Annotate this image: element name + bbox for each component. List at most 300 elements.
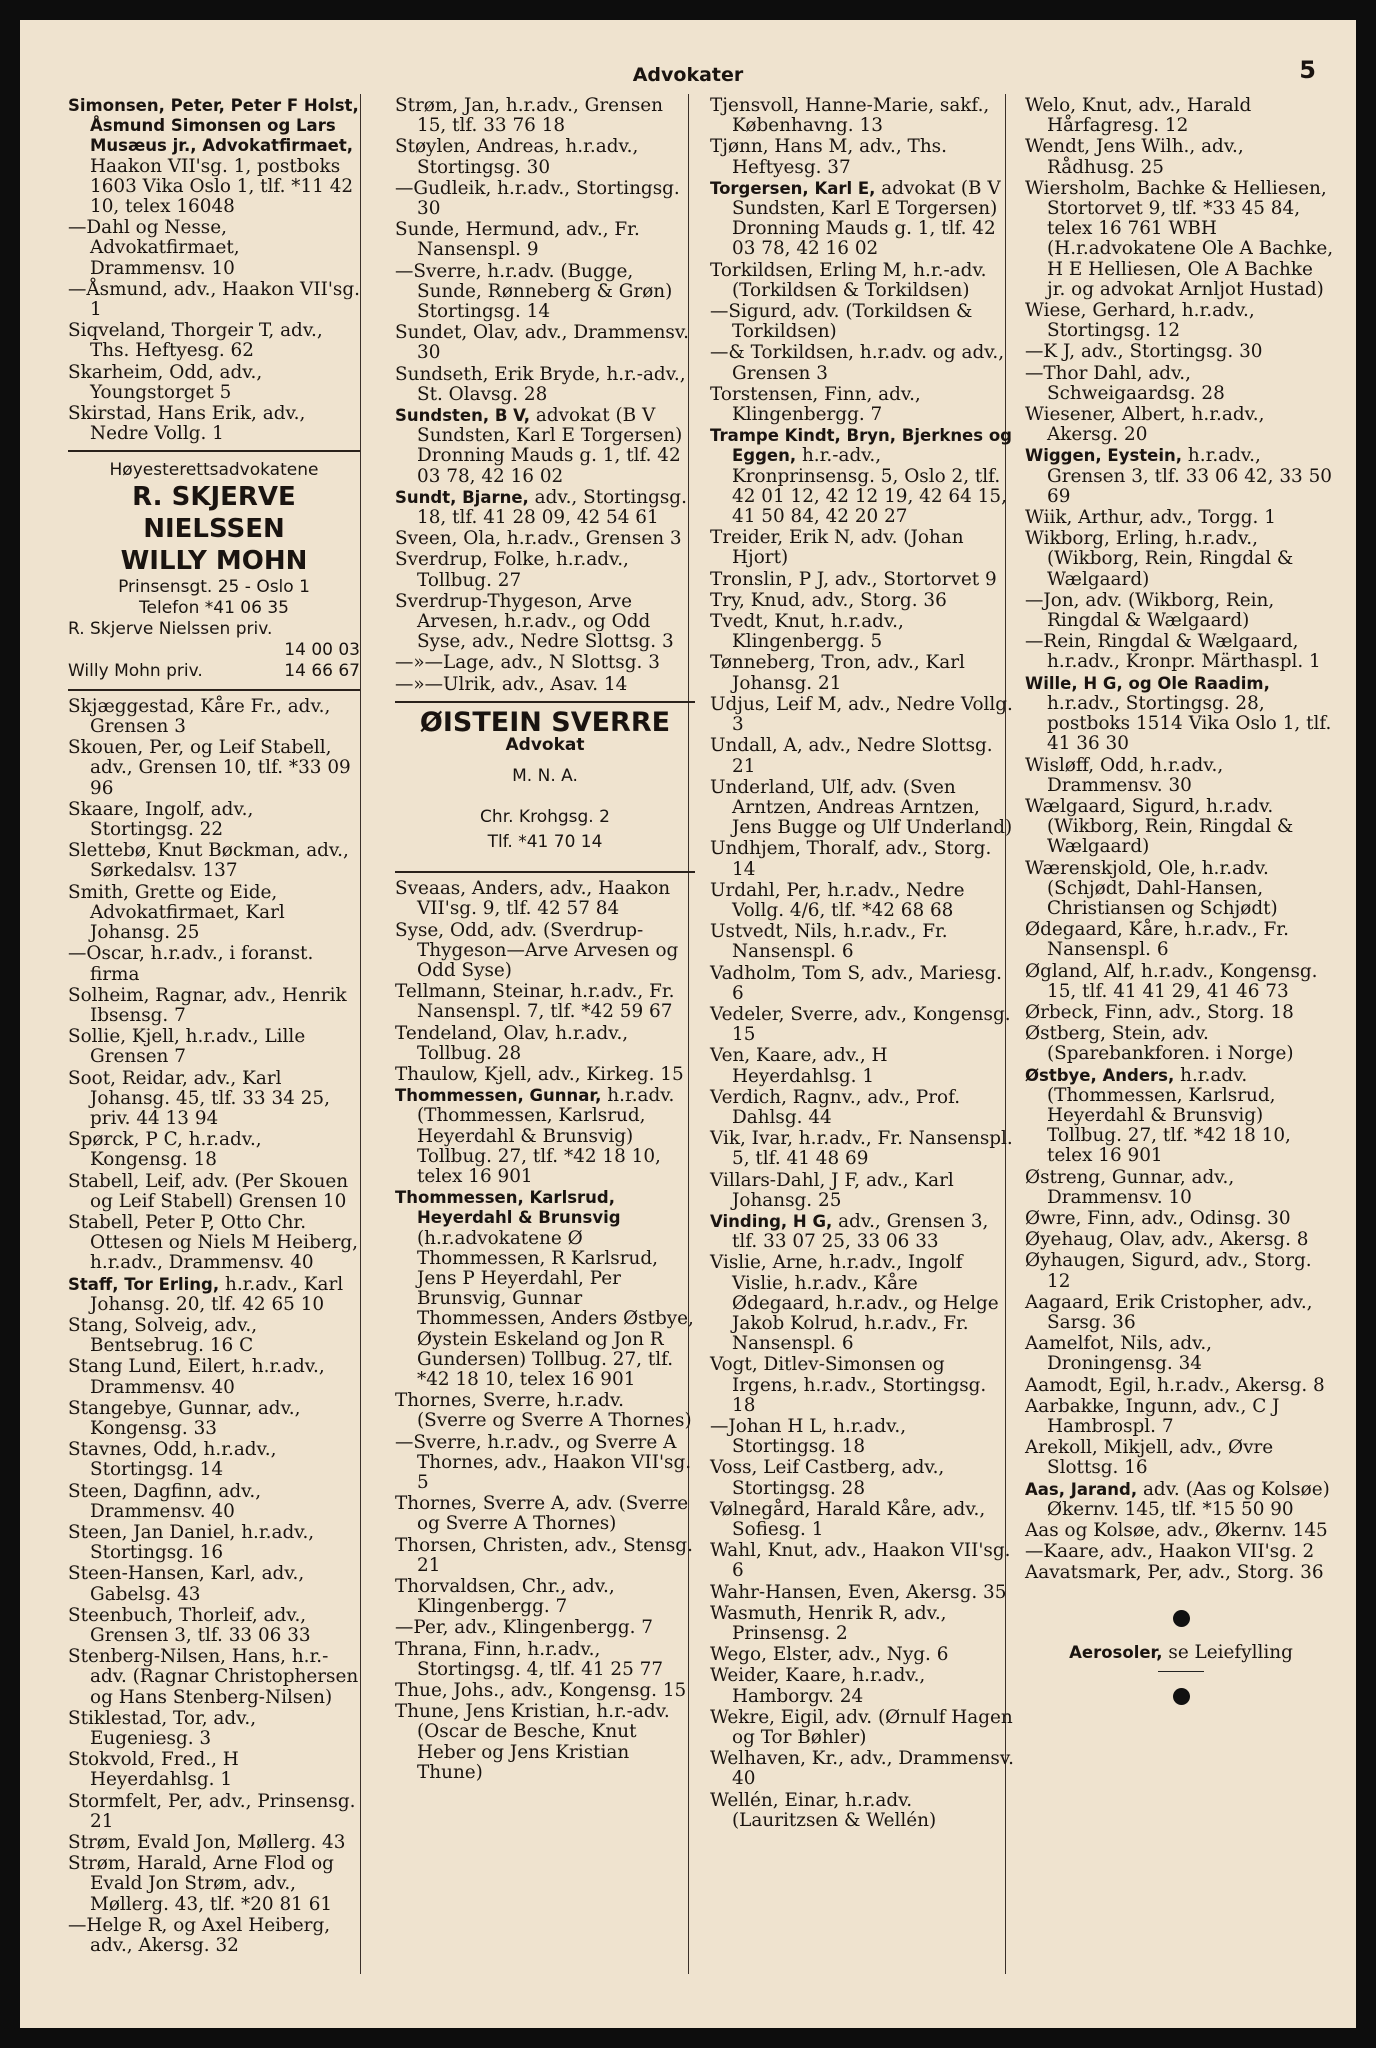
entry-text: —Oscar, h.r.adv., i foranst. firma	[68, 943, 314, 985]
ad-priv-label-2: Willy Mohn priv.	[68, 660, 203, 681]
entry-text: Wahr-Hansen, Even, Akersg. 35	[710, 1581, 1007, 1603]
footer-entry-text: se Leiefylling	[1162, 1641, 1293, 1663]
directory-entry	[1025, 920, 1337, 960]
directory-entry	[710, 881, 1015, 921]
directory-entry	[395, 592, 695, 653]
directory-entry	[710, 1749, 1015, 1789]
entry-text: Thornes, Sverre, h.r.adv. (Sverre og Sverre A Thornes)	[395, 1390, 692, 1432]
ad-priv-label-1: R. Skjerve Nielssen priv.	[68, 618, 273, 639]
entry-text: Sveaas, Anders, adv., Haakon VII'sg. 9, tlf. 42 57 84	[395, 878, 671, 920]
directory-entry	[1025, 1251, 1337, 1291]
ad-address: Chr. Krohgsg. 2	[480, 807, 610, 828]
directory-entry	[710, 1791, 1015, 1831]
directory-entry	[1025, 1066, 1337, 1167]
directory-entry	[68, 1523, 360, 1563]
entry-text: Sundseth, Erik Bryde, h.r.-adv., St. Olavsg. 28	[395, 363, 686, 405]
ad-role: Advokat	[505, 735, 585, 756]
directory-entry	[68, 404, 360, 444]
directory-entry	[68, 883, 360, 944]
entry-text: Wekre, Eigil, adv. (Ørnulf Hagen og Tor Bøhler)	[710, 1706, 1013, 1749]
entry-text: Wiese, Gerhard, h.r.adv., Stortingsg. 12	[1025, 300, 1255, 342]
ad-priv-number-2: 14 66 67	[284, 660, 360, 681]
entry-text: Wiersholm, Bachke & Helliesen, Stortorvet 9, tlf. *33 45 84, telex 16 761 WBH (H.r.advokatene Ole A Bachke, H E Helliesen, Ole A Bachke jr. og advokat Arnljot Hustad)	[1025, 177, 1334, 300]
column-4	[1025, 96, 1337, 1721]
entry-text: Thune, Jens Kristian, h.r.-adv. (Oscar de Besche, Knut Heber og Jens Kristian Thune)	[395, 1701, 670, 1783]
entry-text: Smith, Grette og Eide, Advokatfirmaet, Karl Johansg. 25	[68, 881, 285, 944]
directory-entry	[68, 1709, 360, 1749]
divider	[1158, 1671, 1204, 1672]
column-3	[710, 96, 1015, 1832]
entry-text: Thrana, Finn, h.r.adv., Stortingsg. 4, tlf. 41 25 77	[395, 1638, 664, 1680]
directory-entry	[68, 738, 360, 799]
directory-entry	[68, 1854, 360, 1915]
entry-name-bold: Vinding, H G,	[710, 1211, 833, 1231]
directory-entry	[395, 653, 695, 673]
directory-entry	[710, 570, 1015, 590]
entry-text: Øwre, Finn, adv., Odinsg. 30	[1025, 1207, 1291, 1229]
entry-text: Sveen, Ola, h.r.adv., Grensen 3	[395, 528, 682, 550]
entry-name-bold: Torgersen, Karl E,	[710, 178, 876, 198]
directory-entry	[710, 179, 1015, 260]
entry-text: —Kaare, adv., Haakon VII'sg. 2	[1025, 1541, 1315, 1563]
entry-text: Aamelfot, Nils, adv., Droningensg. 34	[1025, 1333, 1213, 1375]
footer-entry	[1025, 1643, 1337, 1663]
directory-entry	[1025, 591, 1337, 631]
directory-entry	[1025, 1209, 1337, 1229]
entry-text: Solheim, Ragnar, adv., Henrik Ibsensg. 7	[68, 984, 347, 1026]
directory-entry	[395, 365, 695, 405]
entry-text: Thorvaldsen, Chr., adv., Klingenbergg. 7	[395, 1576, 615, 1618]
entry-text: Ørbeck, Finn, adv., Storg. 18	[1025, 1001, 1294, 1023]
entry-text: Underland, Ulf, adv. (Sven Arntzen, Andreas Arntzen, Jens Bugge og Ulf Underland)	[710, 776, 1013, 839]
entry-text: —Åsmund, adv., Haakon VII'sg. 1	[68, 278, 360, 321]
directory-entry	[710, 1666, 1015, 1706]
entry-text: —& Torkildsen, h.r.adv. og adv., Grensen 3	[710, 342, 1005, 384]
directory-entry	[710, 736, 1015, 776]
entry-text: adv., Grensen 3, tlf. 33 07 25, 33 06 33	[732, 1210, 989, 1253]
directory-entry	[1025, 1024, 1337, 1064]
entry-text: Øyehaug, Olav, adv., Akersg. 8	[1025, 1229, 1309, 1251]
entry-text: h.r.adv., Stortingsg. 28, postboks 1514 Vika Oslo 1, tlf. 41 36 30	[1047, 692, 1332, 755]
entry-text: Tendeland, Olav, h.r.adv., Tollbug. 28	[395, 1022, 629, 1064]
directory-entry	[395, 529, 695, 549]
directory-entry	[710, 1458, 1015, 1498]
entry-text: Stokvold, Fred., H Heyerdahlsg. 1	[68, 1749, 239, 1791]
entry-text: Aarbakke, Ingunn, adv., C J Hambrospl. 7	[1025, 1395, 1280, 1437]
entry-text: Tjensvoll, Hanne-Marie, sakf., Københavng. 13	[710, 95, 990, 137]
column-divider	[360, 94, 361, 1974]
entry-text: Thornes, Sverre A, adv. (Sverre og Sverre A Thornes)	[395, 1493, 689, 1535]
footer-entry-name: Aerosoler,	[1069, 1642, 1163, 1662]
entry-text: adv. (Aas og Kolsøe) Økernv. 145, tlf. *15 50 90	[1047, 1478, 1330, 1520]
entry-text: (h.r.advokatene Ø Thommessen, R Karlsrud, Jens P Heyerdahl, Per Brunsvig, Gunnar Thommessen, Anders Østbye, Øystein Eskeland og Jon R Gundersen) Tollbug. 27, tlf. *42 18 10, telex 16 901	[417, 1227, 694, 1390]
entry-text: —Rein, Ringdal & Wælgaard, h.r.adv., Kronpr. Märthaspl. 1	[1025, 631, 1321, 673]
entry-text: Stang Lund, Eilert, h.r.adv., Drammensv. 40	[68, 1356, 325, 1398]
entry-text: Skouen, Per, og Leif Stabell, adv., Grensen 10, tlf. *33 09 96	[68, 737, 351, 799]
entry-text: Syse, Odd, adv. (Sverdrup-Thygeson—Arve Arvesen og Odd Syse)	[395, 919, 679, 981]
directory-entry	[68, 697, 360, 737]
directory-entry	[68, 1213, 360, 1274]
directory-entry	[395, 1577, 695, 1617]
directory-entry	[710, 964, 1015, 1004]
directory-entry	[1025, 405, 1337, 445]
directory-entry	[1025, 1397, 1337, 1437]
entry-text: —Helge R, og Axel Heiberg, adv., Akersg. 32	[68, 1914, 331, 1957]
directory-entry	[1025, 364, 1337, 404]
entry-text: —»—Ulrik, adv., Asav. 14	[395, 673, 628, 695]
ad-priv-number-1: 14 00 03	[284, 639, 360, 660]
directory-entry	[710, 1088, 1015, 1128]
entry-text: adv., Stortingsg. 18, tlf. 41 28 09, 42 54 61	[417, 486, 687, 529]
directory-entry	[1025, 1563, 1337, 1583]
entry-text: Skarheim, Odd, adv., Youngstorget 5	[68, 361, 263, 403]
directory-entry	[395, 1640, 695, 1680]
entry-name-bold: Simonsen, Peter, Peter F Holst, Åsmund Simonsen og Lars Musæus jr., Advokatfirmaet,	[68, 96, 359, 156]
entry-text: Aamodt, Egil, h.r.adv., Akersg. 8	[1025, 1374, 1325, 1396]
entry-text: Haakon VII'sg. 1, postboks 1603 Vika Oslo 1, tlf. *11 42 10, telex 16048	[90, 155, 354, 218]
directory-entry	[1025, 137, 1337, 177]
directory-entry	[710, 778, 1015, 839]
directory-entry	[68, 1564, 360, 1604]
directory-entry	[710, 1541, 1015, 1581]
directory-entry	[68, 1357, 360, 1397]
directory-entry	[68, 1482, 360, 1522]
entry-text: Undhjem, Thoralf, adv., Storg. 14	[710, 838, 992, 880]
bullet-dot-icon	[1173, 1610, 1190, 1627]
entry-text: Wælgaard, Sigurd, h.r.adv. (Wikborg, Rein, Ringdal & Wælgaard)	[1025, 795, 1294, 858]
directory-entry	[710, 591, 1015, 611]
directory-entry	[395, 1086, 695, 1187]
directory-entry	[395, 1065, 695, 1085]
entry-text: Tvedt, Knut, h.r.adv., Klingenbergg. 5	[710, 611, 904, 653]
directory-entry	[395, 262, 695, 323]
entry-text: Stenberg-Nilsen, Hans, h.r.-adv. (Ragnar Christophersen og Hans Stenberg-Nilsen)	[68, 1646, 359, 1708]
directory-entry	[710, 1129, 1015, 1169]
entry-text: Østberg, Stein, adv. (Sparebankforen. i Norge)	[1025, 1023, 1294, 1065]
entry-name-bold: Thommessen, Gunnar,	[395, 1086, 602, 1106]
entry-text: Wendt, Jens Wilh., adv., Rådhusg. 25	[1025, 136, 1244, 178]
entry-text: Undall, A, adv., Nedre Slottsg. 21	[710, 735, 993, 777]
directory-entry	[710, 1604, 1015, 1644]
entry-text: Wiik, Arthur, adv., Torgg. 1	[1025, 507, 1276, 529]
entry-text: Stabell, Peter P, Otto Chr. Ottesen og Niels M Heiberg, h.r.adv., Drammensv. 40	[68, 1211, 359, 1274]
directory-entry	[1025, 1003, 1337, 1023]
entry-text: Wisløff, Odd, h.r.adv., Drammensv. 30	[1025, 754, 1224, 796]
entry-text: Welhaven, Kr., adv., Drammensv. 40	[710, 1748, 1014, 1790]
entry-text: Vogt, Ditlev-Simonsen og Irgens, h.r.adv., Stortingsg. 18	[710, 1354, 987, 1416]
directory-entry	[395, 96, 695, 136]
entry-text: Skirstad, Hans Erik, adv., Nedre Vollg. 1	[68, 403, 306, 445]
entry-text: Sunde, Hermund, adv., Fr. Nansenspl. 9	[395, 219, 640, 261]
entry-text: Steen, Jan Daniel, h.r.adv., Stortingsg. 16	[68, 1521, 315, 1564]
directory-entry	[710, 1005, 1015, 1045]
directory-entry	[395, 1702, 695, 1783]
directory-entry	[395, 921, 695, 982]
directory-entry	[395, 1494, 695, 1534]
entry-text: Ven, Kaare, adv., H Heyerdahlsg. 1	[710, 1045, 888, 1087]
directory-entry	[68, 1750, 360, 1790]
directory-entry	[1025, 1521, 1337, 1541]
directory-entry	[710, 1583, 1015, 1603]
entry-text: Vedeler, Sverre, adv., Kongensg. 15	[710, 1003, 1011, 1046]
directory-entry	[710, 1046, 1015, 1086]
entry-text: Vik, Ivar, h.r.adv., Fr. Nansenspl. 5, tlf. 41 48 69	[710, 1128, 1013, 1170]
entry-text: Wiesener, Albert, h.r.adv., Akersg. 20	[1025, 404, 1265, 446]
directory-entry	[395, 1024, 695, 1064]
entry-name-bold: Thommessen, Karlsrud, Heyerdahl & Brunsvig	[395, 1188, 621, 1228]
ad-oistein-sverre	[395, 706, 695, 855]
directory-entry	[1025, 1542, 1337, 1562]
entry-name-bold: Sundsten, B V,	[395, 406, 531, 426]
ad-phone: Tlf. *41 70 14	[487, 832, 603, 853]
entry-text: Stiklestad, Tor, adv., Eugeniesg. 3	[68, 1707, 257, 1750]
entry-text: —K J, adv., Stortingsg. 30	[1025, 341, 1263, 363]
directory-entry	[395, 1681, 695, 1701]
directory-entry	[710, 1171, 1015, 1211]
directory-entry	[68, 800, 360, 840]
entry-text: Wego, Elster, adv., Nyg. 6	[710, 1644, 949, 1666]
bullet-dot-icon	[1173, 1688, 1190, 1705]
ad-name-1: R. SKJERVE NIELSSEN	[132, 481, 296, 544]
entry-text: Wahl, Knut, adv., Haakon VII'sg. 6	[710, 1540, 1011, 1582]
divider	[395, 871, 695, 873]
directory-entry	[68, 1399, 360, 1439]
entry-text: Thue, Johs., adv., Kongensg. 15	[395, 1680, 687, 1702]
entry-text: Wikborg, Erling, h.r.adv., (Wikborg, Rein, Ringdal & Wælgaard)	[1025, 528, 1294, 590]
directory-entry	[395, 1391, 695, 1431]
directory-entry	[68, 1792, 360, 1832]
directory-entry	[68, 96, 360, 217]
entry-text: —Per, adv., Klingenbergg. 7	[395, 1617, 653, 1639]
entry-text: Stang, Solveig, adv., Bentsebrug. 16 C	[68, 1314, 258, 1357]
entry-text: Vølnegård, Harald Kåre, adv., Sofiesg. 1	[710, 1498, 986, 1541]
entry-text: Stangebye, Gunnar, adv., Kongensg. 33	[68, 1397, 301, 1439]
directory-entry	[395, 1188, 695, 1390]
directory-entry	[1025, 632, 1337, 672]
entry-text: advokat (B V Sundsten, Karl E Torgersen) Dronning Mauds g. 1, tlf. 42 03 78, 42 16 02	[417, 405, 683, 487]
directory-entry	[68, 1316, 360, 1356]
directory-entry	[68, 944, 360, 984]
entry-text: advokat (B V Sundsten, Karl E Torgersen) Dronning Mauds g. 1, tlf. 42 03 78, 42 16 02	[732, 177, 1001, 260]
entry-text: Sverdrup, Folke, h.r.adv., Tollbug. 27	[395, 549, 629, 591]
entry-text: Torstensen, Finn, adv., Klingenbergg. 7	[710, 383, 921, 426]
entry-text: h.r.adv., Karl Johansg. 20, tlf. 42 65 10	[90, 1273, 344, 1315]
entry-text: Wasmuth, Henrik R, adv., Prinsensg. 2	[710, 1602, 947, 1645]
ad-name: ØISTEIN SVERRE	[419, 706, 671, 738]
entry-text: Wellén, Einar, h.r.adv. (Lauritzsen & Wellén)	[710, 1789, 937, 1831]
entry-text: Støylen, Andreas, h.r.adv., Stortingsg. 30	[395, 136, 639, 178]
entry-text: Stavnes, Odd, h.r.adv., Stortingsg. 14	[68, 1439, 277, 1481]
entry-text: —Dahl og Nesse, Advokatfirmaet, Drammensv. 10	[68, 217, 240, 279]
directory-entry	[395, 179, 695, 219]
directory-entry	[395, 406, 695, 487]
directory-entry	[710, 839, 1015, 879]
entry-text: Sundet, Olav, adv., Drammensv. 30	[395, 322, 689, 364]
directory-entry	[710, 1708, 1015, 1748]
directory-entry	[1025, 1334, 1337, 1374]
directory-entry	[1025, 529, 1337, 590]
entry-name-bold: Aas, Jarand,	[1025, 1479, 1138, 1499]
directory-entry	[395, 982, 695, 1022]
directory-entry	[710, 695, 1015, 735]
entry-text: Villars-Dahl, J F, adv., Karl Johansg. 25	[710, 1169, 954, 1211]
entry-text: Vadholm, Tom S, adv., Mariesg. 6	[710, 962, 1002, 1004]
directory-entry	[1025, 1438, 1337, 1478]
entry-text: Voss, Leif Castberg, adv., Stortingsg. 28	[710, 1457, 945, 1499]
entry-text: Stabell, Leif, adv. (Per Skouen og Leif Stabell) Grensen 10	[68, 1170, 349, 1212]
column-2	[395, 96, 695, 1784]
directory-entry	[710, 137, 1015, 177]
directory-entry	[1025, 962, 1337, 1002]
directory-entry	[68, 1833, 360, 1853]
directory-entry	[68, 363, 360, 403]
directory-entry	[1025, 859, 1337, 920]
entry-text: —Jon, adv. (Wikborg, Rein, Ringdal & Wælgaard)	[1025, 589, 1275, 632]
directory-entry	[68, 1440, 360, 1480]
entry-text: Verdich, Ragnv., adv., Prof. Dahlsg. 44	[710, 1086, 961, 1128]
entry-text: Arekoll, Mikjell, adv., Øvre Slottsg. 16	[1025, 1437, 1274, 1479]
entry-text: Skaare, Ingolf, adv., Stortingsg. 22	[68, 798, 254, 841]
directory-entry	[395, 1618, 695, 1638]
ad-priv-row-2	[68, 661, 360, 681]
directory-entry	[1025, 342, 1337, 362]
entry-name-bold: Østbye, Anders,	[1025, 1065, 1175, 1085]
directory-entry	[1025, 1376, 1337, 1396]
entry-text: Øyhaugen, Sigurd, adv., Storg. 12	[1025, 1250, 1312, 1292]
directory-entry	[1025, 96, 1337, 136]
directory-entry	[68, 218, 360, 279]
directory-entry	[68, 1069, 360, 1130]
divider	[395, 701, 695, 703]
directory-entry	[710, 1212, 1015, 1252]
divider	[68, 689, 360, 691]
ad-mna: M. N. A.	[512, 766, 578, 787]
entry-text: Steen, Dagfinn, adv., Drammensv. 40	[68, 1480, 262, 1522]
entry-text: Aavatsmark, Per, adv., Storg. 36	[1025, 1562, 1324, 1584]
directory-entry	[1025, 1293, 1337, 1333]
entry-text: Weider, Kaare, h.r.adv., Hamborgv. 24	[710, 1665, 926, 1707]
entry-text: h.r.-adv., Kronprinsensg. 5, Oslo 2, tlf. 42 01 12, 42 12 19, 42 64 15, 41 50 84, 42 20 27	[732, 445, 1007, 528]
entry-text: Østreng, Gunnar, adv., Drammensv. 10	[1025, 1166, 1235, 1208]
directory-entry	[395, 879, 695, 919]
entry-text: Vislie, Arne, h.r.adv., Ingolf Vislie, h.r.adv., Kåre Ødegaard, h.r.adv., og Helge Jakob Kolrud, h.r.adv., Fr. Nansenspl. 6	[710, 1252, 999, 1355]
entry-text: h.r.adv. (Thommessen, Karlsrud, Heyerdahl & Brunsvig) Tollbug. 27, tlf. *42 18 10, telex 16 901	[417, 1085, 675, 1187]
directory-entry	[68, 1647, 360, 1708]
directory-entry	[68, 1916, 360, 1956]
directory-entry	[395, 137, 695, 177]
entry-text: Tønneberg, Tron, adv., Karl Johansg. 21	[710, 652, 965, 694]
entry-text: Tronslin, P J, adv., Stortorvet 9	[710, 568, 997, 590]
entry-text: Spørck, P C, h.r.adv., Kongensg. 18	[68, 1129, 262, 1171]
directory-entry	[710, 653, 1015, 693]
entry-text: Sollie, Kjell, h.r.adv., Lille Grensen 7	[68, 1026, 306, 1068]
directory-entry	[395, 220, 695, 260]
entry-text: Stormfelt, Per, adv., Prinsensg. 21	[68, 1790, 356, 1832]
ad-name-2: WILLY MOHN	[120, 545, 308, 576]
directory-entry	[68, 986, 360, 1026]
entry-text: Thaulow, Kjell, adv., Kirkeg. 15	[395, 1063, 684, 1085]
entry-text: Øgland, Alf, h.r.adv., Kongensg. 15, tlf. 41 41 29, 41 46 73	[1025, 960, 1318, 1002]
entry-name-bold: Staff, Tor Erling,	[68, 1274, 220, 1294]
entry-text: Tjønn, Hans M, adv., Ths. Heftyesg. 37	[710, 136, 947, 178]
entry-text: —Sverre, h.r.adv. (Bugge, Sunde, Rønneberg & Grøn) Stortingsg. 14	[395, 260, 673, 323]
directory-entry	[1025, 756, 1337, 796]
directory-entry	[1025, 508, 1337, 528]
entry-text: —Gudleik, h.r.adv., Stortingsg. 30	[395, 177, 680, 220]
entry-text: h.r.adv. (Thommessen, Karlsrud, Heyerdahl & Brunsvig) Tollbug. 27, tlf. *42 18 10, telex 16 901	[1047, 1064, 1291, 1167]
entry-name-bold: Wiggen, Eystein,	[1025, 446, 1183, 466]
column-1	[68, 96, 360, 1957]
entry-text: Steenbuch, Thorleif, adv., Grensen 3, tlf. 33 06 33	[68, 1604, 311, 1646]
directory-entry	[710, 343, 1015, 383]
entry-text: Urdahl, Per, h.r.adv., Nedre Vollg. 4/6, tlf. *42 68 68	[710, 879, 965, 921]
entry-text: Sverdrup-Thygeson, Arve Arvesen, h.r.adv., og Odd Syse, adv., Nedre Slottsg. 3	[395, 590, 674, 653]
directory-entry	[68, 1130, 360, 1170]
directory-entry	[68, 1275, 360, 1315]
directory-entry	[68, 321, 360, 361]
directory-entry	[710, 1417, 1015, 1457]
directory-entry	[1025, 1168, 1337, 1208]
directory-entry	[710, 922, 1015, 962]
directory-entry	[710, 1645, 1015, 1665]
entry-text: Torkildsen, Erling M, h.r.-adv. (Torkildsen & Torkildsen)	[710, 259, 987, 301]
page-number: 5	[1299, 56, 1316, 84]
entry-text: —»—Lage, adv., N Slottsg. 3	[395, 652, 660, 674]
directory-entry	[710, 528, 1015, 568]
directory-entry	[1025, 446, 1337, 507]
entry-text: Try, Knud, adv., Storg. 36	[710, 589, 947, 611]
entry-text: Strøm, Evald Jon, Møllerg. 43	[68, 1832, 346, 1854]
entry-text: Ustvedt, Nils, h.r.adv., Fr. Nansenspl. 6	[710, 921, 948, 963]
ad-address: Prinsensgt. 25 - Oslo 1	[118, 576, 310, 597]
directory-entry	[710, 302, 1015, 342]
directory-entry	[395, 1433, 695, 1494]
ad-phone: Telefon *41 06 35	[139, 597, 289, 618]
directory-entry	[710, 261, 1015, 301]
entry-text: —Johan H L, h.r.adv., Stortingsg. 18	[710, 1416, 907, 1458]
entry-name-bold: Wille, H G, og Ole Raadim,	[1025, 673, 1270, 693]
directory-entry	[395, 1536, 695, 1576]
entry-text: Slettebø, Knut Bøckman, adv., Sørkedalsv. 137	[68, 840, 349, 882]
directory-entry	[1025, 797, 1337, 858]
entry-text: Aagaard, Erik Cristopher, adv., Sarsg. 36	[1025, 1291, 1313, 1333]
entry-text: Skjæggestad, Kåre Fr., adv., Grensen 3	[68, 695, 331, 738]
entry-text: —Sigurd, adv. (Torkildsen & Torkildsen)	[710, 301, 973, 343]
entry-text: Strøm, Jan, h.r.adv., Grensen 15, tlf. 33 76 18	[395, 95, 664, 137]
directory-entry	[710, 1500, 1015, 1540]
entry-text: Strøm, Harald, Arne Flod og Evald Jon Strøm, adv., Møllerg. 43, tlf. *20 81 61	[68, 1853, 334, 1915]
directory-entry	[1025, 1230, 1337, 1250]
directory-entry	[710, 385, 1015, 425]
directory-entry	[68, 1027, 360, 1067]
entry-text: Ødegaard, Kåre, h.r.adv., Fr. Nansenspl. 6	[1025, 919, 1289, 961]
directory-entry	[1025, 1480, 1337, 1520]
ad-subtitle: Høyesterettsadvokatene	[109, 460, 319, 481]
directory-entry	[1025, 179, 1337, 300]
directory-entry	[710, 612, 1015, 652]
entry-text: Udjus, Leif M, adv., Nedre Vollg. 3	[710, 693, 1013, 736]
entry-text: Welo, Knut, adv., Harald Hårfagresg. 12	[1025, 95, 1252, 137]
entry-text: Treider, Erik N, adv. (Johan Hjort)	[710, 527, 964, 569]
entry-name-bold: Trampe Kindt, Bryn, Bjerknes og Eggen,	[710, 426, 1012, 466]
directory-entry	[395, 550, 695, 590]
divider	[68, 450, 360, 452]
entry-name-bold: Sundt, Bjarne,	[395, 487, 529, 507]
page-header-title: Advokater	[632, 64, 744, 86]
ad-skjerve-mohn	[68, 460, 360, 680]
entry-text: Wærenskjold, Ole, h.r.adv. (Schjødt, Dahl-Hansen, Christiansen og Schjødt)	[1025, 857, 1278, 919]
entry-text: Steen-Hansen, Karl, adv., Gabelsg. 43	[68, 1563, 305, 1605]
